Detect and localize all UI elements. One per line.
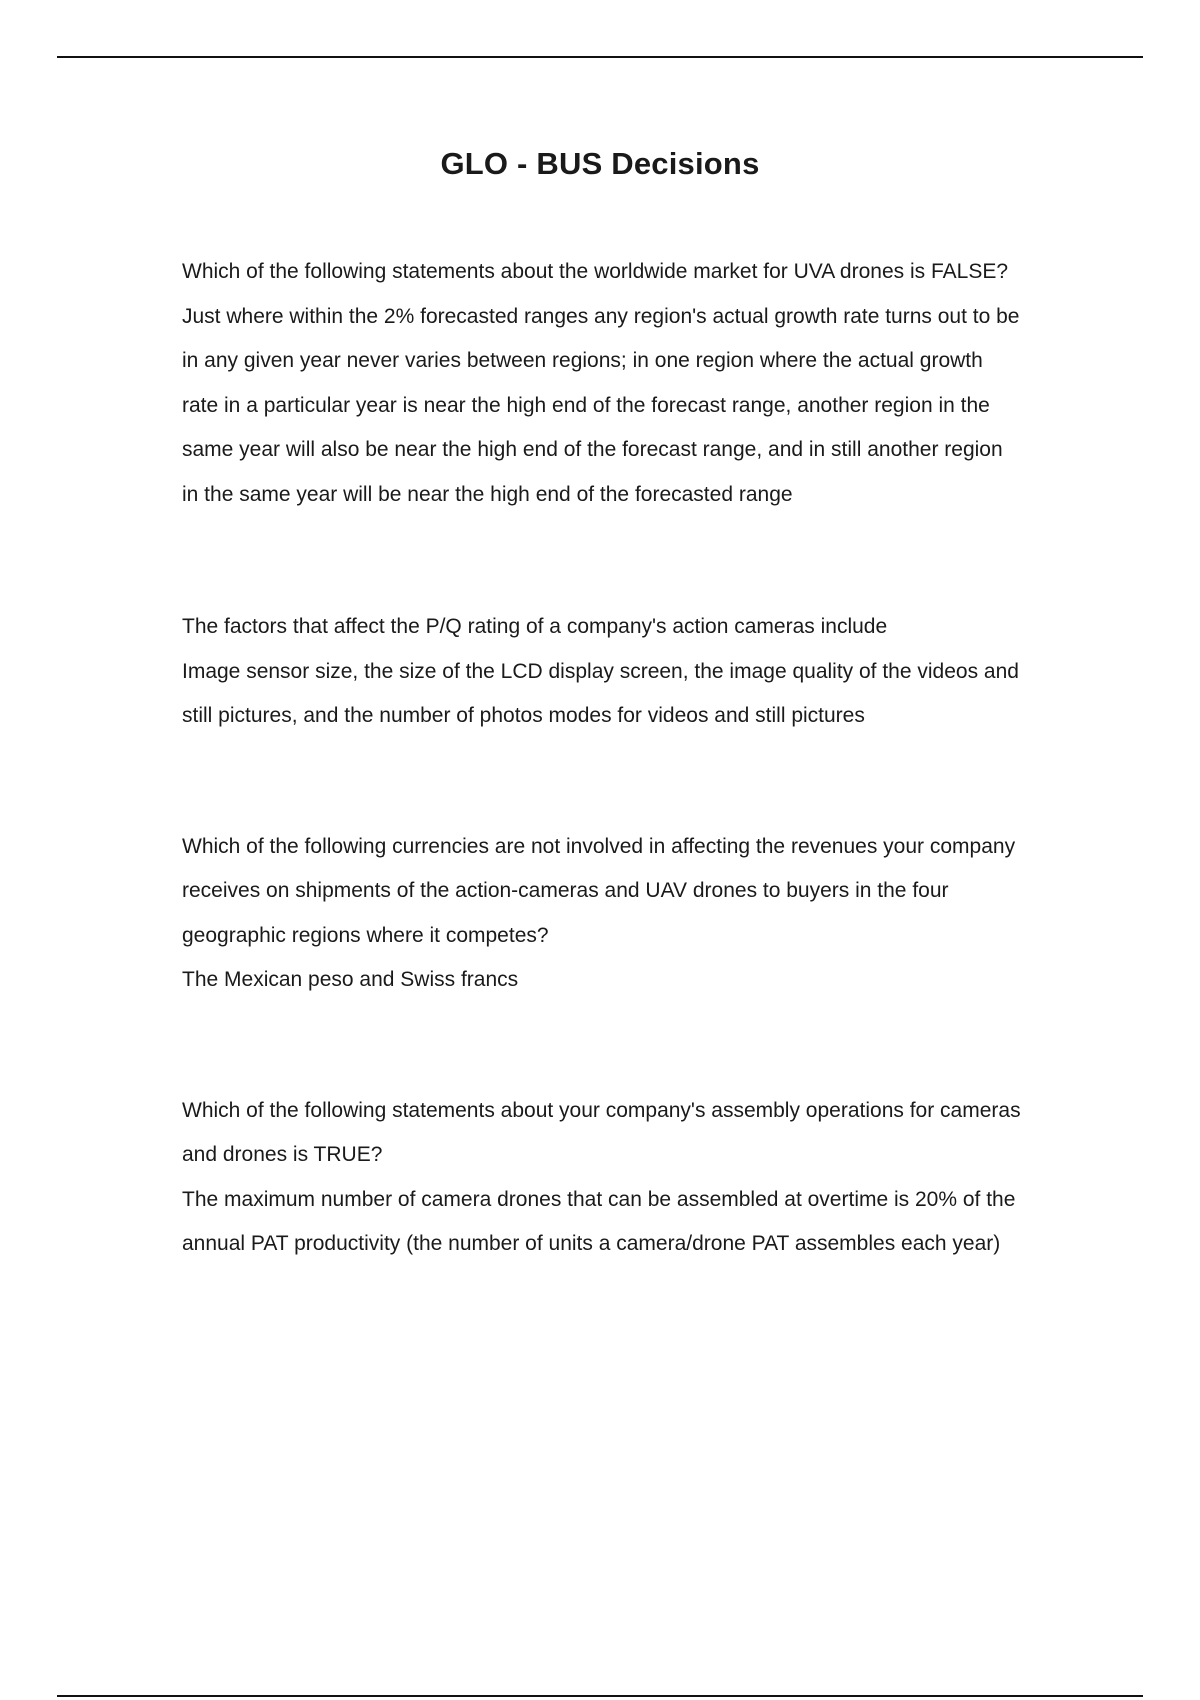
answer-text: Just where within the 2% forecasted ranges any region's actual growth rate turns out to be in any given year never varies between regions; in one region where the actual growth rate in a particular year is near the high end of the forecast range, another region in the same year will also be near the high end of the forecast range, and in still another region in the same year will be near the high end of the forecasted range [182,304,1020,506]
qa-item-2 [182,605,1022,739]
document-title: GLO - BUS Decisions [440,146,760,181]
qa-item-3 [182,825,1022,1003]
question-text: Which of the following currencies are not involved in affecting the revenues your company receives on shipments of the action-cameras and UAV drones to buyers in the four geographic regions where it competes? [182,834,1016,947]
question-text: The factors that affect the P/Q rating of a company's action cameras include [182,615,888,638]
answer-text: The maximum number of camera drones that can be assembled at overtime is 20% of the annual PAT productivity (the number of units a camera/drone PAT assembles each year) [182,1187,1016,1255]
qa-item-1 [182,250,1022,517]
header-rule [57,56,1143,58]
qa-item-4 [182,1089,1022,1267]
document-body [182,250,1022,1267]
question-text: Which of the following statements about your company's assembly operations for cameras and drones is TRUE? [182,1098,1021,1166]
answer-text: The Mexican peso and Swiss francs [182,968,519,991]
answer-text: Image sensor size, the size of the LCD display screen, the image quality of the videos and still pictures, and the number of photos modes for videos and still pictures [182,659,1019,727]
question-text: Which of the following statements about the worldwide market for UVA drones is FALSE? [182,260,1009,283]
footer-rule [57,1695,1143,1697]
